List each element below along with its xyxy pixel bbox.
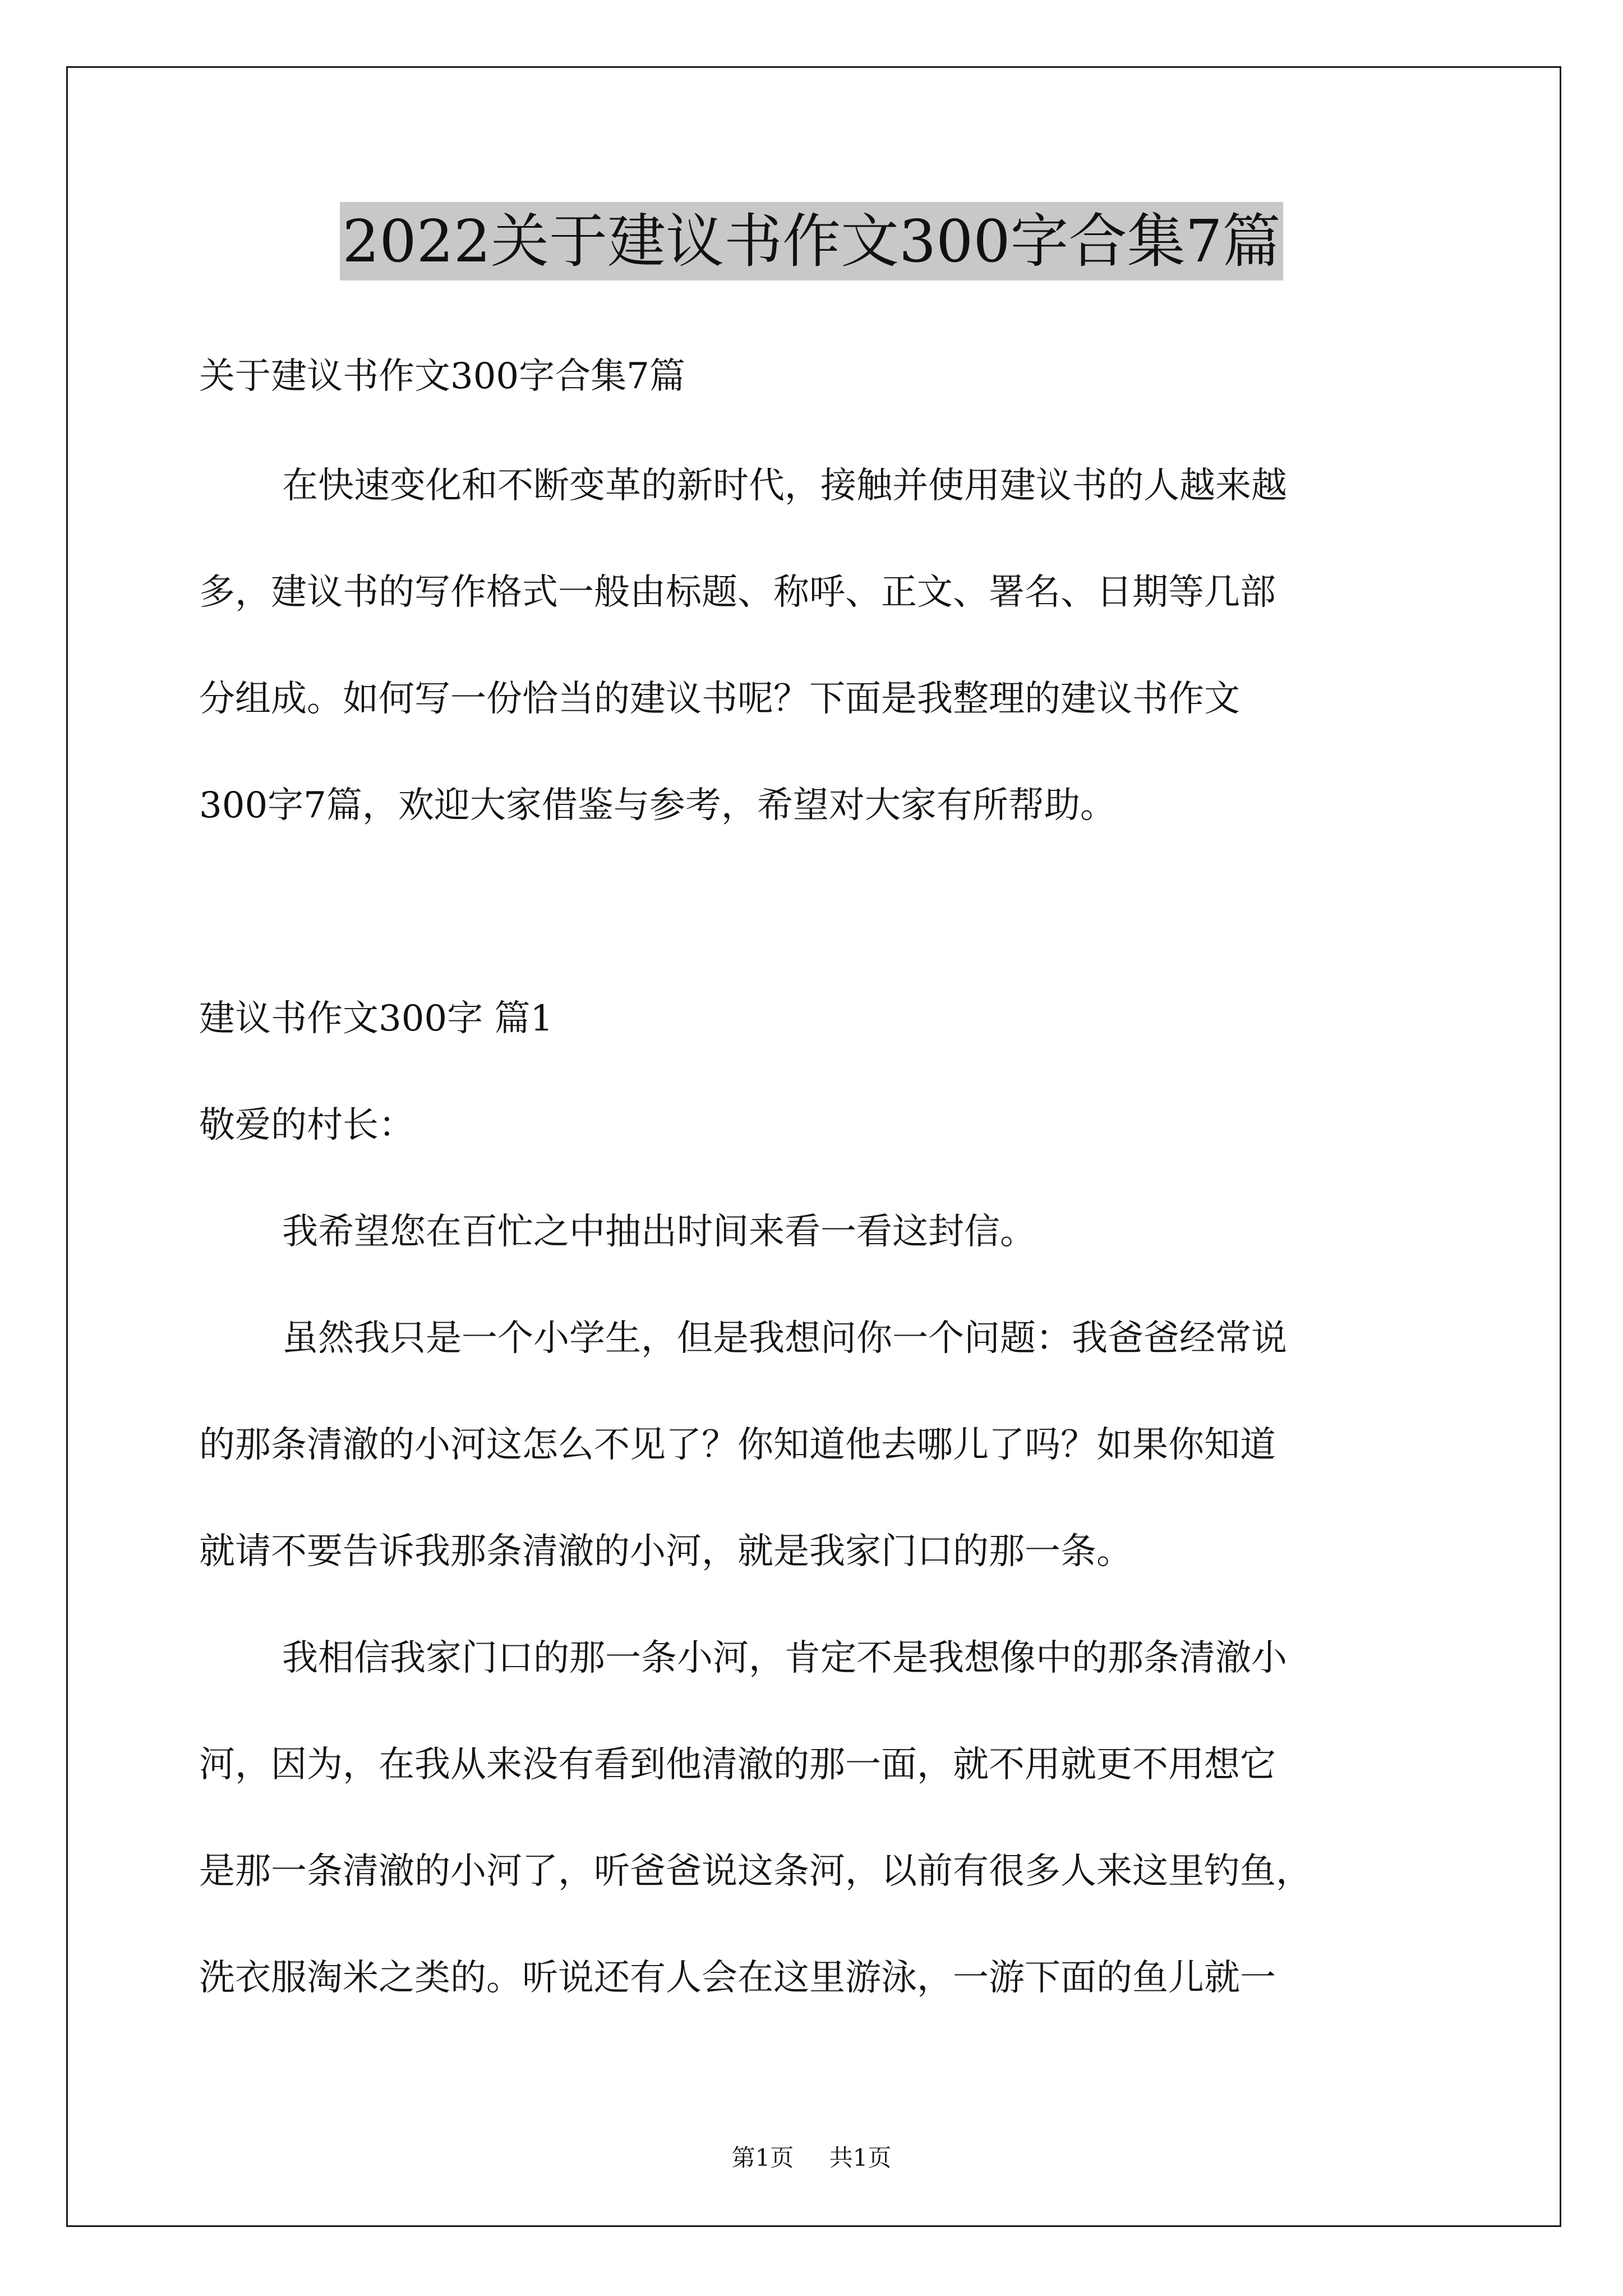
intro-line-2: 多，建议书的写作格式一般由标题、称呼、正文、署名、日期等几部 <box>199 572 1276 613</box>
document-title: 2022关于建议书作文300字合集7篇 <box>340 202 1283 280</box>
document-subtitle: 关于建议书作文300字合集7篇 <box>199 356 685 397</box>
body-line-2: 虽然我只是一个小学生，但是我想问你一个问题：我爸爸经常说 <box>282 1318 1287 1359</box>
body-line-5: 我相信我家门口的那一条小河，肯定不是我想像中的那条清澈小 <box>282 1637 1287 1679</box>
page-number-total: 共1页 <box>829 2144 892 2171</box>
page-footer <box>0 2144 1623 2172</box>
body-line-4: 就请不要告诉我那条清澈的小河，就是我家门口的那一条。 <box>199 1531 1132 1572</box>
salutation: 敬爱的村长： <box>199 1105 414 1146</box>
body-line-8: 洗衣服淘米之类的。听说还有人会在这里游泳，一游下面的鱼儿就一 <box>199 1957 1276 1999</box>
intro-line-3: 分组成。如何写一份恰当的建议书呢？下面是我整理的建议书作文 <box>199 678 1240 720</box>
page-number-current: 第1页 <box>731 2144 794 2171</box>
body-line-1: 我希望您在百忙之中抽出时间来看一看这封信。 <box>282 1211 1036 1253</box>
intro-line-4: 300字7篇，欢迎大家借鉴与参考，希望对大家有所帮助。 <box>199 785 1116 826</box>
title-container <box>0 202 1623 280</box>
section-heading: 建议书作文300字 篇1 <box>199 998 554 1039</box>
body-line-6: 河，因为，在我从来没有看到他清澈的那一面，就不用就更不用想它 <box>199 1744 1276 1786</box>
body-line-3: 的那条清澈的小河这怎么不见了？你知道他去哪儿了吗？如果你知道 <box>199 1424 1276 1466</box>
body-line-7: 是那一条清澈的小河了，听爸爸说这条河，以前有很多人来这里钓鱼， <box>199 1851 1312 1892</box>
intro-line-1: 在快速变化和不断变革的新时代，接触并使用建议书的人越来越 <box>282 465 1287 507</box>
